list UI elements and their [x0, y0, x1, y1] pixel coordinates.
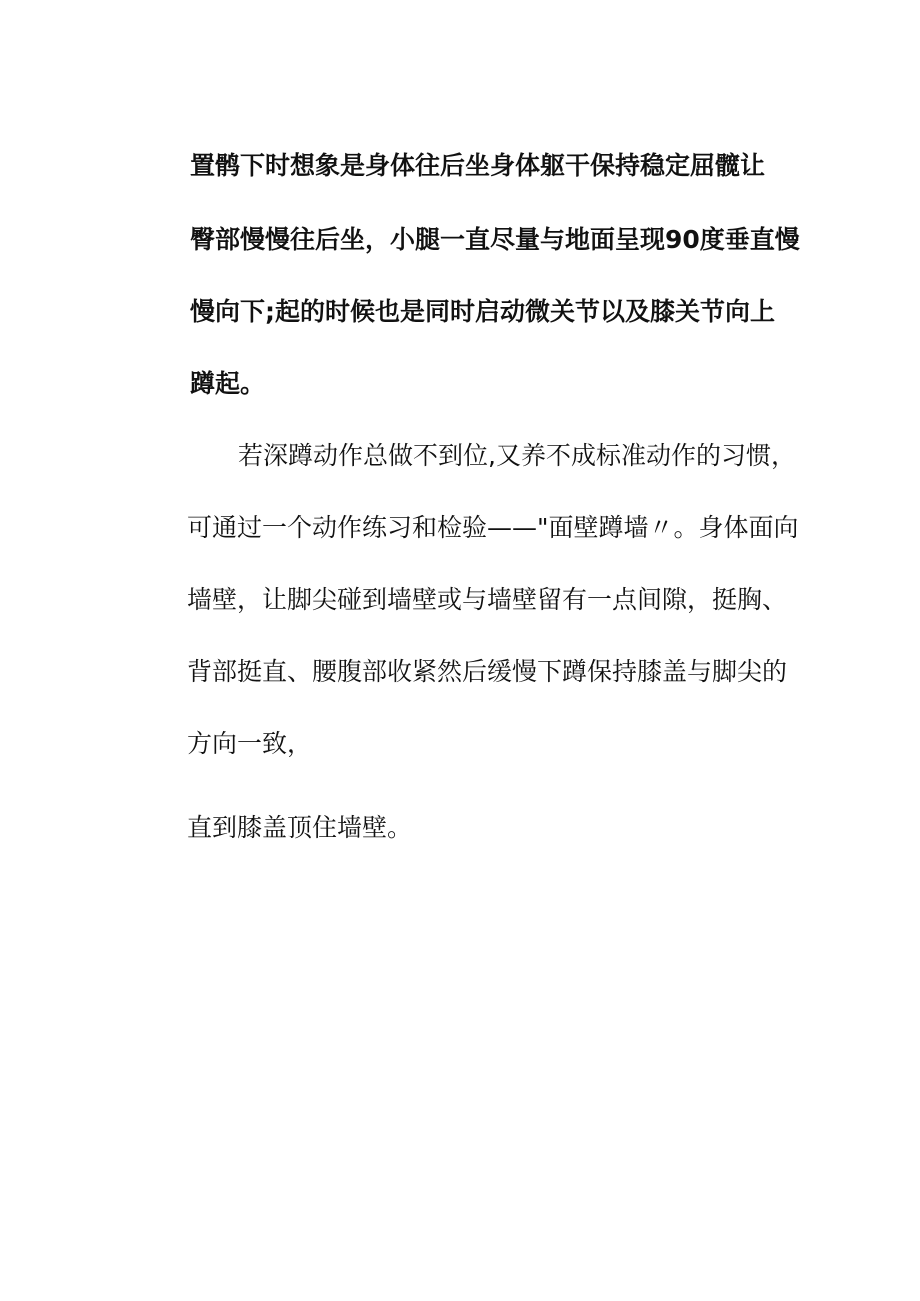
normal-paragraph-line-4: 背部挺直、腰腹部收紧然后缓慢下蹲保持膝盖与脚尖的 [187, 657, 788, 686]
normal-paragraph-line-3: 墙壁，让脚尖碰到墙壁或与墙壁留有一点间隙，挺胸、 [187, 585, 788, 614]
bold-paragraph-line-1: 置鹘下时想象是身体往后坐身体躯干保持稳定屈髋让 [190, 151, 766, 180]
final-line: 直到膝盖顶住墙壁。 [187, 813, 413, 842]
normal-paragraph-line-2: 可通过一个动作练习和检验——"面壁蹲墙〃。身体面向 [187, 513, 799, 542]
bold-paragraph-line-4: 蹲起。 [190, 369, 266, 398]
bold-paragraph-line-3: 慢向下;起的时候也是同时启动微关节以及膝关节向上 [190, 297, 775, 326]
bold-paragraph-line-2: 臀部慢慢往后坐，小腿一直尽量与地面呈现90度垂直慢 [190, 225, 800, 254]
normal-paragraph-line-5: 方向一致， [187, 729, 313, 758]
normal-paragraph-line-1: 若深蹲动作总做不到位,又养不成标准动作的习惯， [238, 441, 796, 470]
